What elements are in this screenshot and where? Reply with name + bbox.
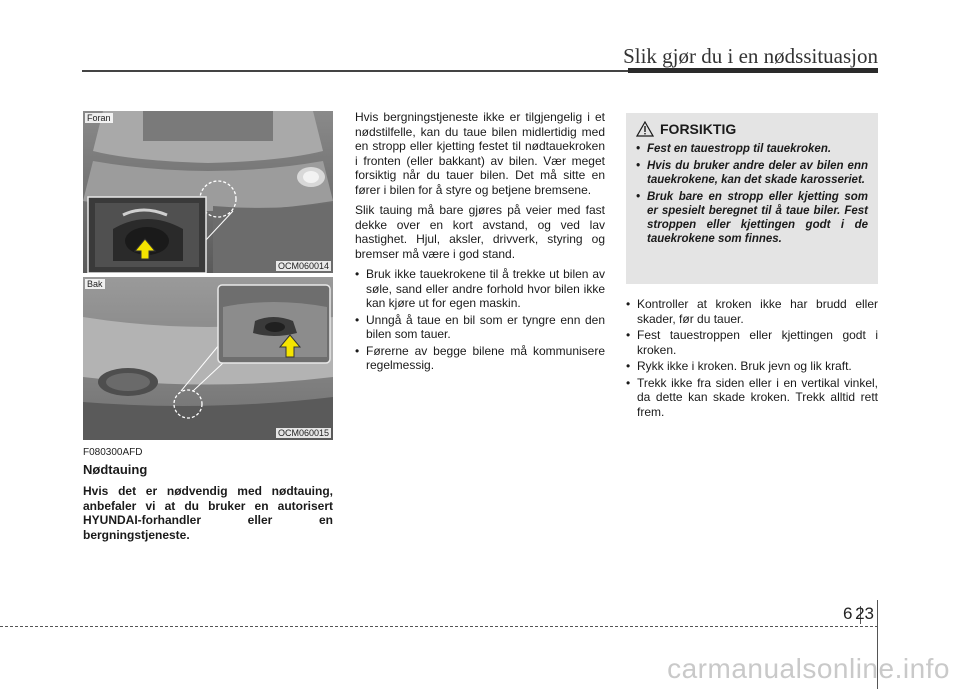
- paragraph-2: Slik tauing må bare gjøres på veier med fast dekke over en kort avstand, og ved lav hastighet. Hjul, aksler, drivverk, styring og bremser må være i god stand.: [355, 203, 605, 261]
- caution-title: FORSIKTIG: [660, 121, 737, 137]
- caution-list: [636, 142, 868, 246]
- list-item: • Trekk ikke fra siden eller i en vertikal vinkel, da dette kan skade kroken. Trekk alltid rett frem.: [626, 376, 878, 420]
- front-label: Foran: [87, 113, 111, 123]
- watermark: carmanualsonline.info: [667, 653, 950, 684]
- page-header-title: Slik gjør du i en nødssituasjon: [623, 44, 878, 68]
- list-item: • Bruk ikke tauekrokene til å trekke ut bilen av søle, sand eller andre forhold hvor bilen ikke kan kjøre ut for egen maskin.: [355, 267, 605, 311]
- list-item: • Rykk ikke i kroken. Bruk jevn og lik kraft.: [626, 359, 878, 374]
- front-figure-code: OCM060014: [277, 261, 329, 271]
- list-item: • Hvis du bruker andre deler av bilen enn tauekrokene, kan det skade karosseriet.: [636, 159, 868, 187]
- chapter-number: 6: [843, 604, 853, 623]
- front-tow-hook-photo: [83, 111, 333, 273]
- paragraph-1: Hvis bergningstjeneste ikke er tilgjengelig i et nødstilfelle, kan du taue bilen midlertidig med en stropp eller kjetting festet til nødtauekroken i fronten (eller bakkant) av bilen. Vær meget forsiktig når du tauer bilen. Det må sitte en fører i bilen for å styre og betjene bremsene.: [355, 110, 605, 197]
- right-column: [626, 297, 878, 421]
- warning-icon: [636, 121, 654, 137]
- list-item: • Kontroller at kroken ikke har brudd eller skader, før du tauer.: [626, 297, 878, 326]
- caution-header: [636, 121, 868, 137]
- list-item: • Fest tauestroppen eller kjettingen godt i kroken.: [626, 328, 878, 357]
- list-item: • Fest en tauestropp til tauekroken.: [636, 142, 868, 156]
- middle-column: [355, 110, 605, 375]
- list-item: • Unngå å taue en bil som er tyngre enn den bilen som tauer.: [355, 313, 605, 342]
- caution-box: [626, 113, 878, 284]
- section-code: F080300AFD: [83, 447, 143, 458]
- section-lead: Hvis det er nødvendig med nødtauing, anbefaler vi at du bruker en autorisert HYUNDAI-forhandler eller en bergningstjeneste.: [83, 484, 333, 542]
- right-bullet-list: [626, 297, 878, 419]
- list-item: • Førerne av begge bilene må kommunisere regelmessig.: [355, 344, 605, 373]
- middle-bullet-list: [355, 267, 605, 373]
- footer-rule: [0, 626, 878, 627]
- page-number: 23: [855, 604, 874, 623]
- header-rule-accent: [628, 68, 878, 73]
- rear-figure-code: OCM060015: [277, 428, 329, 438]
- section-heading: Nødtauing: [83, 462, 148, 477]
- list-item: • Bruk bare en stropp eller kjetting som er spesielt beregnet til å taue biler. Fest stroppen eller kjettingen godt i de tauekrokene som finnes.: [636, 190, 868, 246]
- rear-label: Bak: [87, 279, 103, 289]
- rear-tow-hook-photo: [83, 277, 333, 440]
